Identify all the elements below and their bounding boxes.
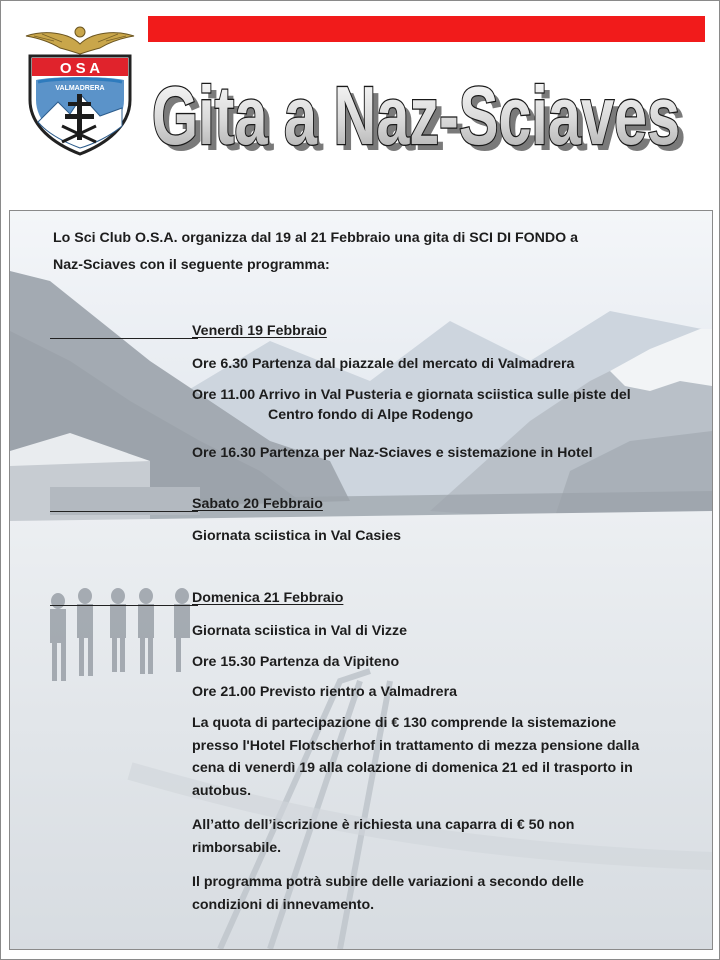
schedule-item: Ore 15.30 Partenza da Vipiteno xyxy=(192,654,400,670)
intro-text xyxy=(53,225,693,279)
page-title xyxy=(148,58,708,168)
schedule-item: Ore 6.30 Partenza dal piazzale del mercato di Valmadrera xyxy=(192,356,575,372)
schedule-item: Giornata sciistica in Val di Vizze xyxy=(192,623,408,639)
section-divider xyxy=(50,605,198,606)
header-red-bar xyxy=(148,16,705,42)
section-divider xyxy=(50,338,198,339)
schedule-item: Giornata sciistica in Val Casies xyxy=(192,528,401,544)
intro-line-1: Lo Sci Club O.S.A. organizza dal 19 al 21 Febbraio una gita di SCI DI FONDO a xyxy=(53,230,579,246)
schedule-item: Ore 16.30 Partenza per Naz-Sciaves e sistemazione in Hotel xyxy=(192,445,593,461)
logo-ribbon: VALMADRERA xyxy=(55,85,105,92)
schedule-item-line: Ore 11.00 Arrivo in Val Pusteria e giornata sciistica sulle piste del xyxy=(192,387,631,403)
day-heading-sunday: Domenica 21 Febbraio xyxy=(192,590,344,606)
osa-valmadrera-logo xyxy=(24,22,136,158)
schedule-item xyxy=(192,385,672,425)
page-title-shadow: Gita a Naz-Sciaves xyxy=(158,75,686,168)
price-note: La quota di partecipazione di € 130 comprende la sistemazione presso l'Hotel Flotscherhof in trattamento di mezza pensione dalla cena di venerdì 19 alla colazione di domenica 21 ed il trasporto in autobus. xyxy=(192,715,640,799)
schedule-item-continuation: Centro fondo di Alpe Rodengo xyxy=(268,407,474,423)
program-box xyxy=(9,210,713,950)
section-divider xyxy=(50,511,198,512)
program-text xyxy=(10,211,712,949)
day-heading-saturday: Sabato 20 Febbraio xyxy=(192,496,323,512)
intro-line-2: Naz-Sciaves con il seguente programma: xyxy=(53,257,330,273)
deposit-note: All’atto dell’iscrizione è richiesta una caparra di € 50 non rimborsabile. xyxy=(192,817,575,856)
schedule-item: Ore 21.00 Previsto rientro a Valmadrera xyxy=(192,684,457,700)
logo-letters: O S A xyxy=(59,60,101,77)
conditions-note: Il programma potrà subire delle variazioni a secondo delle condizioni di innevamento. xyxy=(192,874,584,913)
day-heading-friday: Venerdì 19 Febbraio xyxy=(192,323,327,339)
page-title-text: Gita a Naz-Sciaves xyxy=(152,69,680,162)
